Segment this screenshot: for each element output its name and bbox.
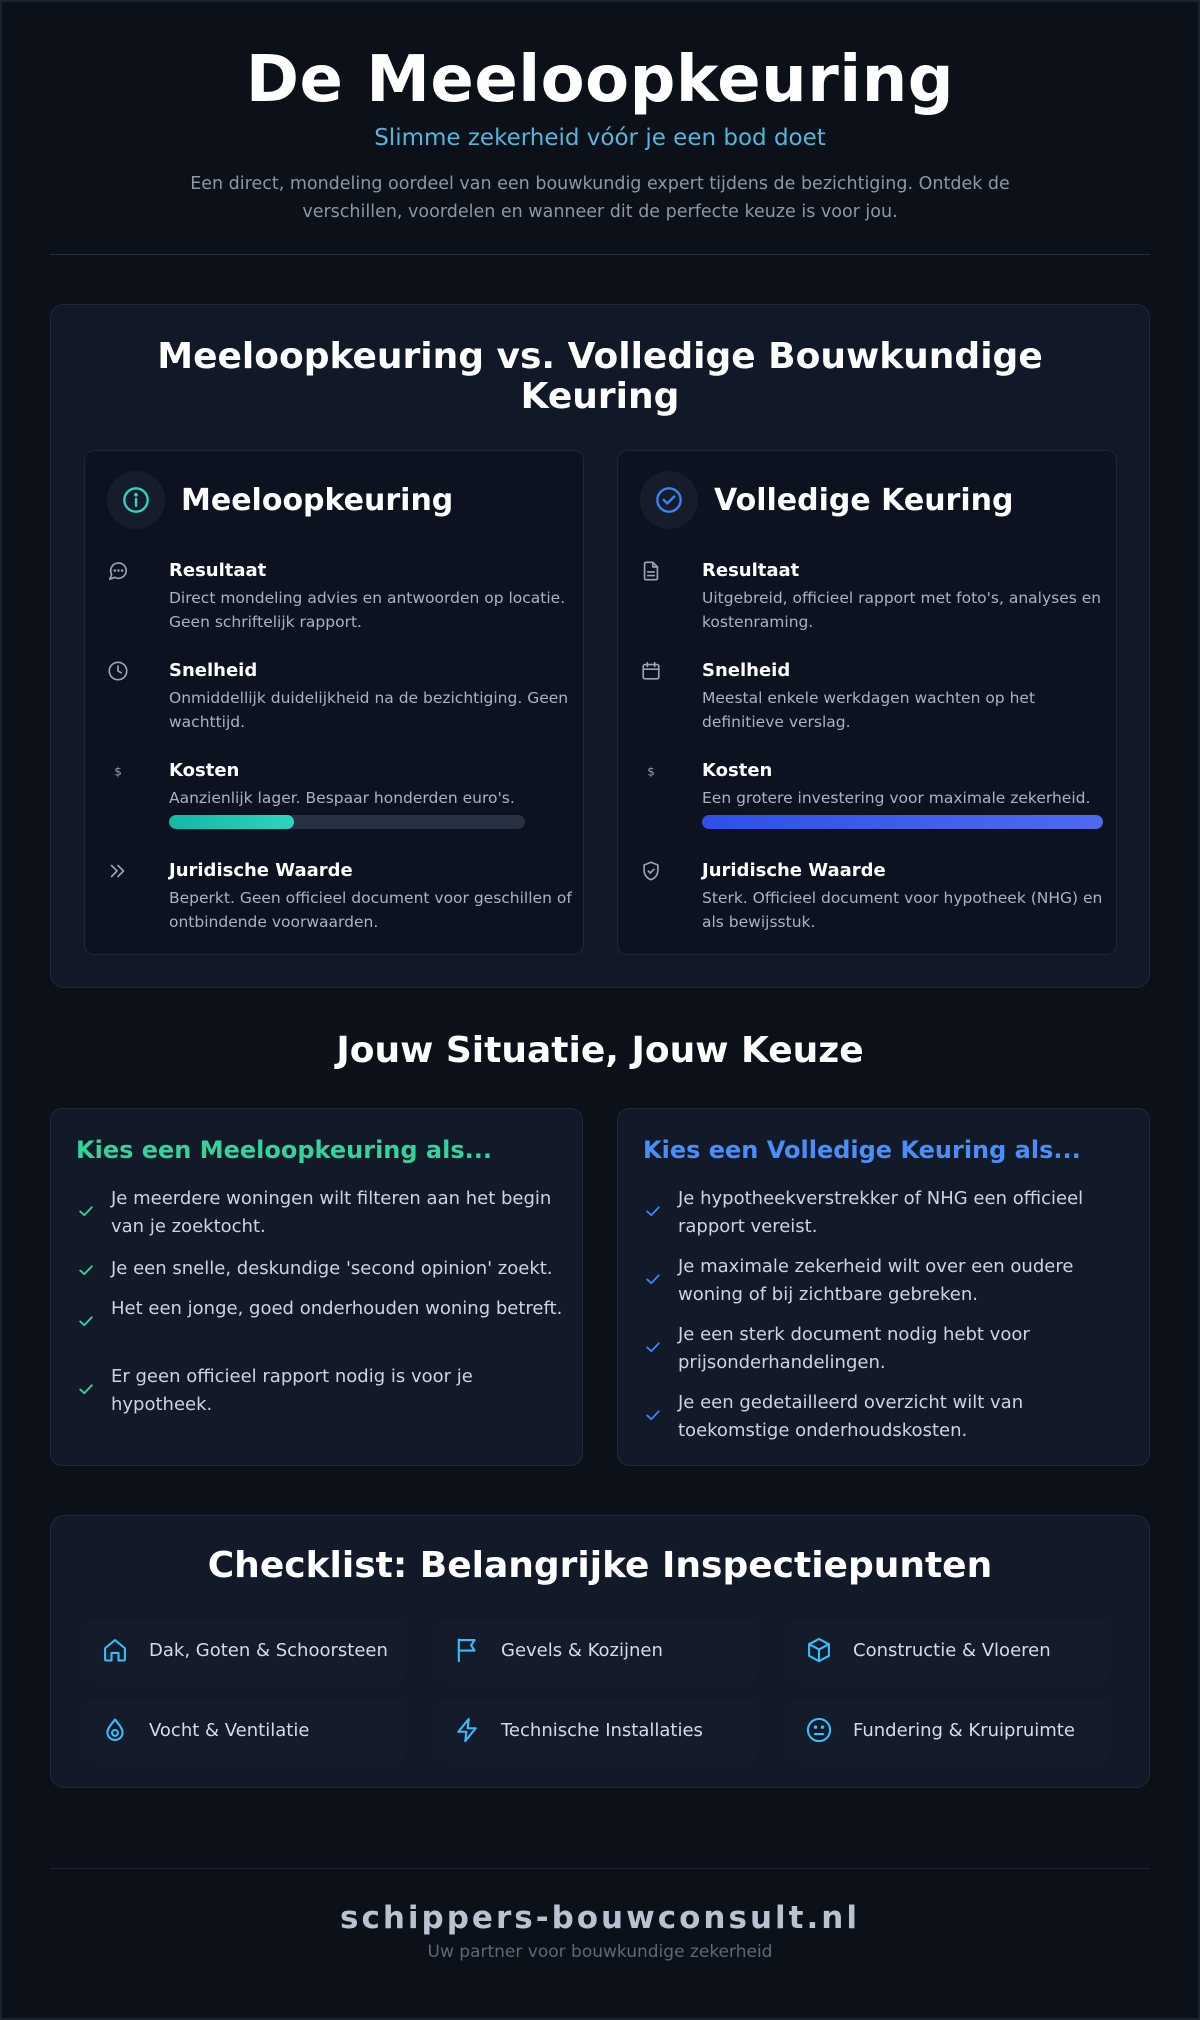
list-item-text: Het een jonge, goed onderhouden woning betreft. [111,1298,563,1319]
feature-title: Juridische Waarde [702,860,886,881]
droplet-icon [101,1716,129,1744]
checklist-item [438,1619,758,1681]
clock-icon [107,660,129,682]
choose-meeloopkeuring-card [50,1108,583,1466]
document-icon [640,560,662,582]
calendar-icon [640,660,662,682]
feature-title: Snelheid [169,660,258,681]
checklist-item-label: Constructie & Vloeren [853,1639,1051,1661]
feature-desc: Direct mondeling advies en antwoorden op locatie. Geen schriftelijk rapport. [169,589,566,631]
feature-desc: Aanzienlijk lager. Bespaar honderden euro's. [169,789,515,807]
situation-card-title: Kies een Volledige Keuring als... [643,1136,1081,1164]
shield-check-icon [640,860,662,882]
check-icon [643,1269,663,1289]
list-item-text: Je een snelle, deskundige 'second opinion' zoekt. [111,1258,553,1279]
checklist-item-label: Gevels & Kozijnen [501,1639,663,1661]
footer [0,1900,1200,1962]
situation-title: Jouw Situatie, Jouw Keuze [336,1030,864,1071]
checklist-item [790,1699,1110,1761]
checklist-section [50,1515,1150,1788]
cost-bar-fill [702,815,1103,829]
comparison-title: Meeloopkeuring vs. Volledige Bouwkundige Keuring [157,336,1043,417]
check-icon [643,1201,663,1221]
list-item-text: Je maximale zekerheid wilt over een oudere woning of bij zichtbare gebreken. [678,1256,1074,1305]
volledige-keuring-card [617,450,1117,955]
checklist-item-label: Vocht & Ventilatie [149,1719,310,1741]
check-icon [76,1201,96,1221]
card-title: Meeloopkeuring [181,482,454,518]
checklist-item-label: Technische Installaties [501,1719,703,1741]
feature-desc: Uitgebreid, officieel rapport met foto's, analyses en kostenraming. [702,589,1102,631]
feature-desc: Meestal enkele werkdagen wachten op het definitieve verslag. [702,689,1036,731]
list-item-text: Er geen officieel rapport nodig is voor je hypotheek. [111,1366,473,1415]
dollar-icon [640,760,662,782]
flag-icon [453,1636,481,1664]
check-icon [76,1260,96,1280]
comparison-section [50,304,1150,988]
svg-text:$: $ [647,764,655,779]
chat-bubble-icon [107,560,129,582]
checklist-item [790,1619,1110,1681]
cost-bar-track [169,815,525,829]
list-item-text: Je een gedetailleerd overzicht wilt van toekomstige onderhoudskosten. [678,1392,1024,1441]
situation-card-title: Kies een Meeloopkeuring als... [76,1136,492,1164]
feature-title: Resultaat [169,560,267,581]
page-subtitle: Slimme zekerheid vóór je een bod doet [374,125,826,151]
feature-desc: Beperkt. Geen officieel document voor geschillen of ontbindende voorwaarden. [169,889,572,931]
footer-site[interactable]: schippers-bouwconsult.nl [340,1900,860,1936]
check-icon [76,1379,96,1399]
list-item-text: Je meerdere woningen wilt filteren aan het begin van je zoektocht. [111,1188,552,1237]
feature-desc: Sterk. Officieel document voor hypotheek (NHG) en als bewijsstuk. [702,889,1103,931]
list-item-text: Je een sterk document nodig hebt voor prijsonderhandelingen. [678,1324,1030,1373]
checklist-item [86,1699,406,1761]
card-title: Volledige Keuring [714,482,1014,518]
svg-text:$: $ [114,764,122,779]
intro-text: Een direct, mondeling oordeel van een bouwkundig expert tijdens de bezichtiging. Ontdek de verschillen, voordelen en wanneer dit de perfecte keuze is voor jou. [190,174,1010,222]
page-title: De Meeloopkeuring [245,43,955,117]
feature-desc: Een grotere investering voor maximale zekerheid. [702,789,1091,807]
cost-bar-fill [169,815,294,829]
footer-divider [50,1868,1150,1869]
dollar-icon [107,760,129,782]
feature-desc: Onmiddellijk duidelijkheid na de bezichtiging. Geen wachttijd. [169,689,569,731]
checklist-title: Checklist: Belangrijke Inspectiepunten [207,1545,993,1586]
checklist-item-label: Dak, Goten & Schoorsteen [149,1639,388,1661]
cube-icon [805,1636,833,1664]
feature-title: Kosten [702,760,773,781]
feature-title: Kosten [169,760,240,781]
feature-title: Juridische Waarde [169,860,353,881]
feature-title: Resultaat [702,560,800,581]
feature-title: Snelheid [702,660,791,681]
meeloopkeuring-card [84,450,584,955]
house-icon [101,1636,129,1664]
check-icon [643,1405,663,1425]
check-icon [643,1337,663,1357]
double-chevron-right-icon [107,860,129,882]
cost-bar-track [702,815,1103,829]
lightning-icon [453,1716,481,1744]
check-icon [76,1311,96,1331]
header-divider [50,254,1150,255]
face-neutral-icon [805,1716,833,1744]
checklist-item [438,1699,758,1761]
info-icon [107,471,165,529]
list-item-text: Je hypotheekverstrekker of NHG een officieel rapport vereist. [678,1188,1084,1237]
choose-volledige-keuring-card [617,1108,1150,1466]
checklist-item-label: Fundering & Kruipruimte [853,1719,1075,1741]
hero-header [50,42,1150,226]
checklist-item [86,1619,406,1681]
footer-tagline: Uw partner voor bouwkundige zekerheid [427,1942,773,1962]
check-circle-icon [640,471,698,529]
